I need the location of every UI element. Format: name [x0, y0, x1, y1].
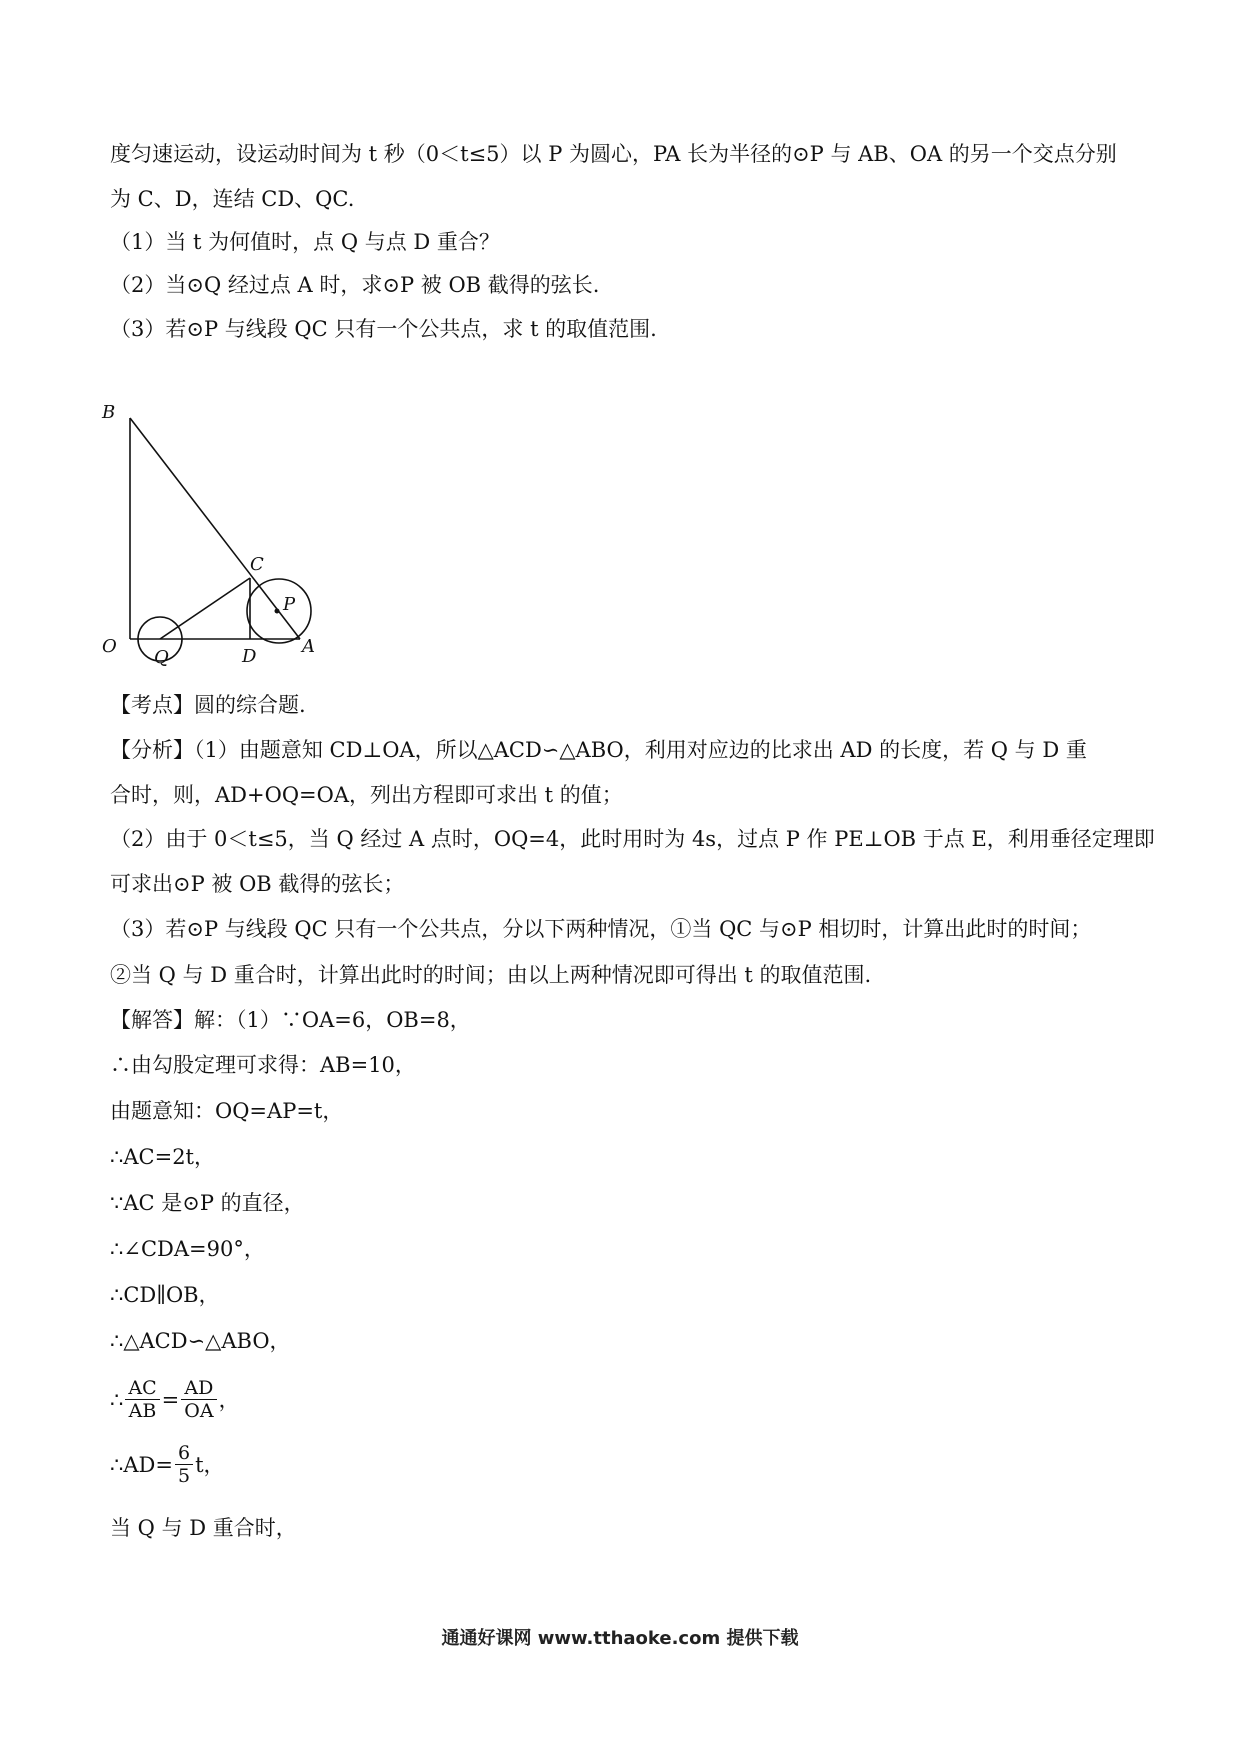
question-2: （2）当⊙Q 经过点 A 时，求⊙P 被 OB 截得的弦长. [110, 273, 600, 297]
label-q: Q [154, 647, 169, 668]
problem-line-2: 为 C、D，连结 CD、QC. [110, 187, 355, 211]
analysis-line-3: （2）由于 0＜t≤5，当 Q 经过 A 点时，OQ=4，此时用时为 4s，过点 P 作 PE⊥OB 于点 E，利用垂径定理即 [110, 827, 1155, 851]
equals-sign: = [161, 1387, 180, 1412]
kaodian-line: 【考点】圆的综合题. [110, 693, 306, 717]
fraction-denominator: 5 [177, 1465, 191, 1487]
solution-line-11: 当 Q 与 D 重合时， [110, 1516, 297, 1540]
label-o: O [102, 636, 117, 657]
fraction-ac-ab [125, 1377, 159, 1422]
solution-line-8: ∴△ACD∽△ABO， [110, 1329, 291, 1353]
solution-line-5: ∵AC 是⊙P 的直径， [110, 1191, 305, 1215]
solution-line-4: ∴AC=2t， [110, 1145, 215, 1169]
label-b: B [102, 402, 116, 423]
fraction-numerator: 6 [175, 1442, 193, 1465]
question-3: （3）若⊙P 与线段 QC 只有一个公共点，求 t 的取值范围. [110, 317, 657, 341]
analysis-line-2: 合时，则，AD+OQ=OA，列出方程即可求出 t 的值； [110, 783, 623, 807]
geometry-figure [100, 398, 330, 668]
solution-line-9-ratio [110, 1368, 240, 1430]
ratio-suffix: ， [218, 1387, 240, 1412]
label-d: D [242, 646, 257, 667]
question-1: （1）当 t 为何值时，点 Q 与点 D 重合？ [110, 230, 500, 254]
solution-line-3: 由题意知：OQ=AP=t， [110, 1099, 344, 1123]
label-c: C [250, 554, 264, 575]
problem-line-1: 度匀速运动，设运动时间为 t 秒（0＜t≤5）以 P 为圆心，PA 长为半径的⊙P 与 AB、OA 的另一个交点分别 [110, 142, 1117, 166]
analysis-line-5: （3）若⊙P 与线段 QC 只有一个公共点，分以下两种情况，①当 QC 与⊙P 相切时，计算出此时的时间； [110, 917, 1092, 941]
fraction-ad-oa [181, 1377, 216, 1422]
analysis-line-1: 【分析】（1）由题意知 CD⊥OA，所以△ACD∽△ABO，利用对应边的比求出 AD 的长度，若 Q 与 D 重 [110, 738, 1087, 762]
analysis-line-4: 可求出⊙P 被 OB 截得的弦长； [110, 872, 405, 896]
label-p: P [283, 594, 296, 615]
fraction-six-fifths [175, 1442, 193, 1487]
solution-line-6: ∴∠CDA=90°， [110, 1237, 265, 1261]
solution-line-2: ∴由勾股定理可求得：AB=10， [110, 1053, 416, 1077]
solution-line-10-ad [110, 1433, 225, 1495]
ad-prefix: ∴AD= [110, 1452, 173, 1477]
label-a: A [302, 636, 315, 657]
fraction-numerator: AC [125, 1377, 159, 1400]
fraction-denominator: AB [128, 1400, 157, 1422]
segment-ab [130, 418, 300, 639]
solution-line-1: 【解答】解：（1）∵OA=6，OB=8， [110, 1008, 471, 1032]
ad-suffix: t， [195, 1452, 225, 1477]
solution-line-7: ∴CD∥OB， [110, 1283, 220, 1307]
fraction-denominator: OA [184, 1400, 214, 1422]
footer-text: 通通好课网 www.tthaoke.com 提供下载 [441, 1628, 799, 1649]
analysis-line-6: ②当 Q 与 D 重合时，计算出此时的时间；由以上两种情况即可得出 t 的取值范围. [110, 963, 872, 987]
point-p [275, 609, 280, 614]
ratio-prefix: ∴ [110, 1387, 124, 1412]
segment-qc [160, 578, 250, 639]
fraction-numerator: AD [181, 1377, 216, 1400]
